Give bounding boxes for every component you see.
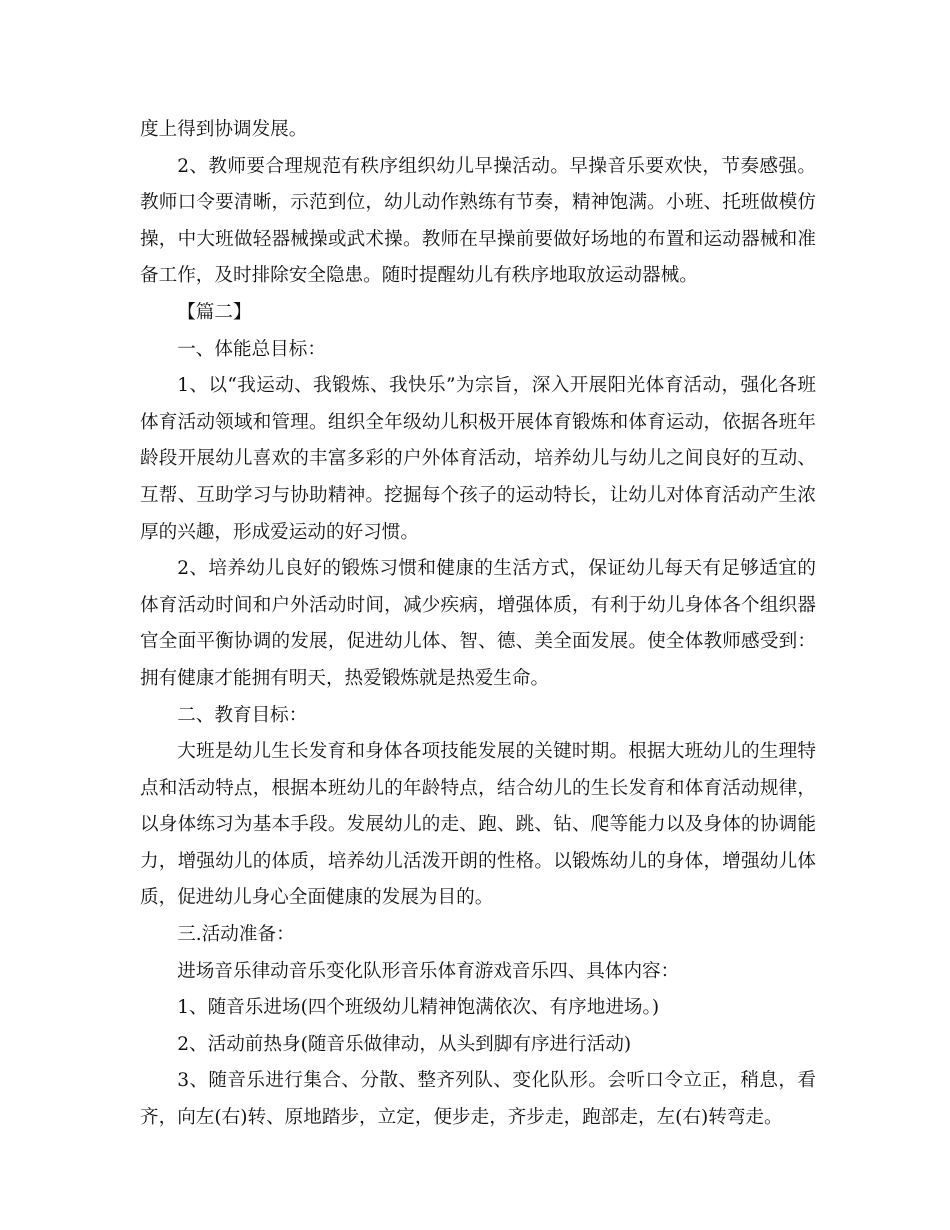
heading-activity-preparation: 三.活动准备：	[177, 924, 295, 946]
document-body	[140, 112, 816, 1137]
list-item-formation: 3、随音乐进行集合、分散、整齐列队、变化队形。会听口令立正，稍息，看齐，向左(右)转、原地踏步，立定，便步走，齐步走，跑部走，左(右)转弯走。	[140, 1070, 816, 1129]
paragraph-fitness-goal-1: 1、以“我运动、我锻炼、我快乐”为宗旨，深入开展阳光体育活动，强化各班体育活动领域和管理。组织全年级幼儿积极开展体育锻炼和体育运动，依据各班年龄段开展幼儿喜欢的丰富多彩的户外体育活动，培养幼儿与幼儿之间良好的互动、互帮、互助学习与协助精神。挖掘每个孩子的运动特长，让幼儿对体育活动产生浓厚的兴趣，形成爱运动的好习惯。	[140, 375, 816, 543]
paragraph-music-list: 进场音乐律动音乐变化队形音乐体育游戏音乐四、具体内容：	[177, 960, 680, 982]
paragraph-fitness-goal-2: 2、培养幼儿良好的锻炼习惯和健康的生活方式，保证幼儿每天有足够适宜的体育活动时间和户外活动时间，减少疾病，增强体质，有利于幼儿身体各个组织器官全面平衡协调的发展，促进幼儿体、智、德、美全面发展。使全体教师感受到：拥有健康才能拥有明天，热爱锻炼就是热爱生命。	[140, 558, 816, 689]
list-item-warmup: 2、活动前热身(随音乐做律动，从头到脚有序进行活动)	[177, 1033, 632, 1055]
list-item-entrance: 1、随音乐进场(四个班级幼儿精神饱满依次、有序地进场。)	[177, 997, 660, 1019]
heading-fitness-goals: 一、体能总目标：	[177, 338, 326, 360]
section-heading-part-two: 【篇二】	[177, 301, 252, 323]
paragraph-morning-exercise: 2、教师要合理规范有秩序组织幼儿早操活动。早操音乐要欢快，节奏感强。教师口令要清晰，示范到位，幼儿动作熟练有节奏，精神饱满。小班、托班做模仿操，中大班做轻器械操或武术操。教师在早操前要做好场地的布置和运动器械和准备工作，及时排除安全隐患。随时提醒幼儿有秩序地取放运动器械。	[140, 155, 816, 287]
paragraph-education-goals: 大班是幼儿生长发育和身体各项技能发展的关键时期。根据大班幼儿的生理特点和活动特点，根据本班幼儿的年龄特点，结合幼儿的生长发育和体育活动规律，以身体练习为基本手段。发展幼儿的走、跑、跳、钻、爬等能力以及身体的协调能力，增强幼儿的体质，培养幼儿活泼开朗的性格。以锻炼幼儿的身体，增强幼儿体质，促进幼儿身心全面健康的发展为目的。	[140, 741, 816, 909]
paragraph-continuation: 度上得到协调发展。	[140, 119, 308, 140]
heading-education-goals: 二、教育目标：	[177, 704, 308, 726]
